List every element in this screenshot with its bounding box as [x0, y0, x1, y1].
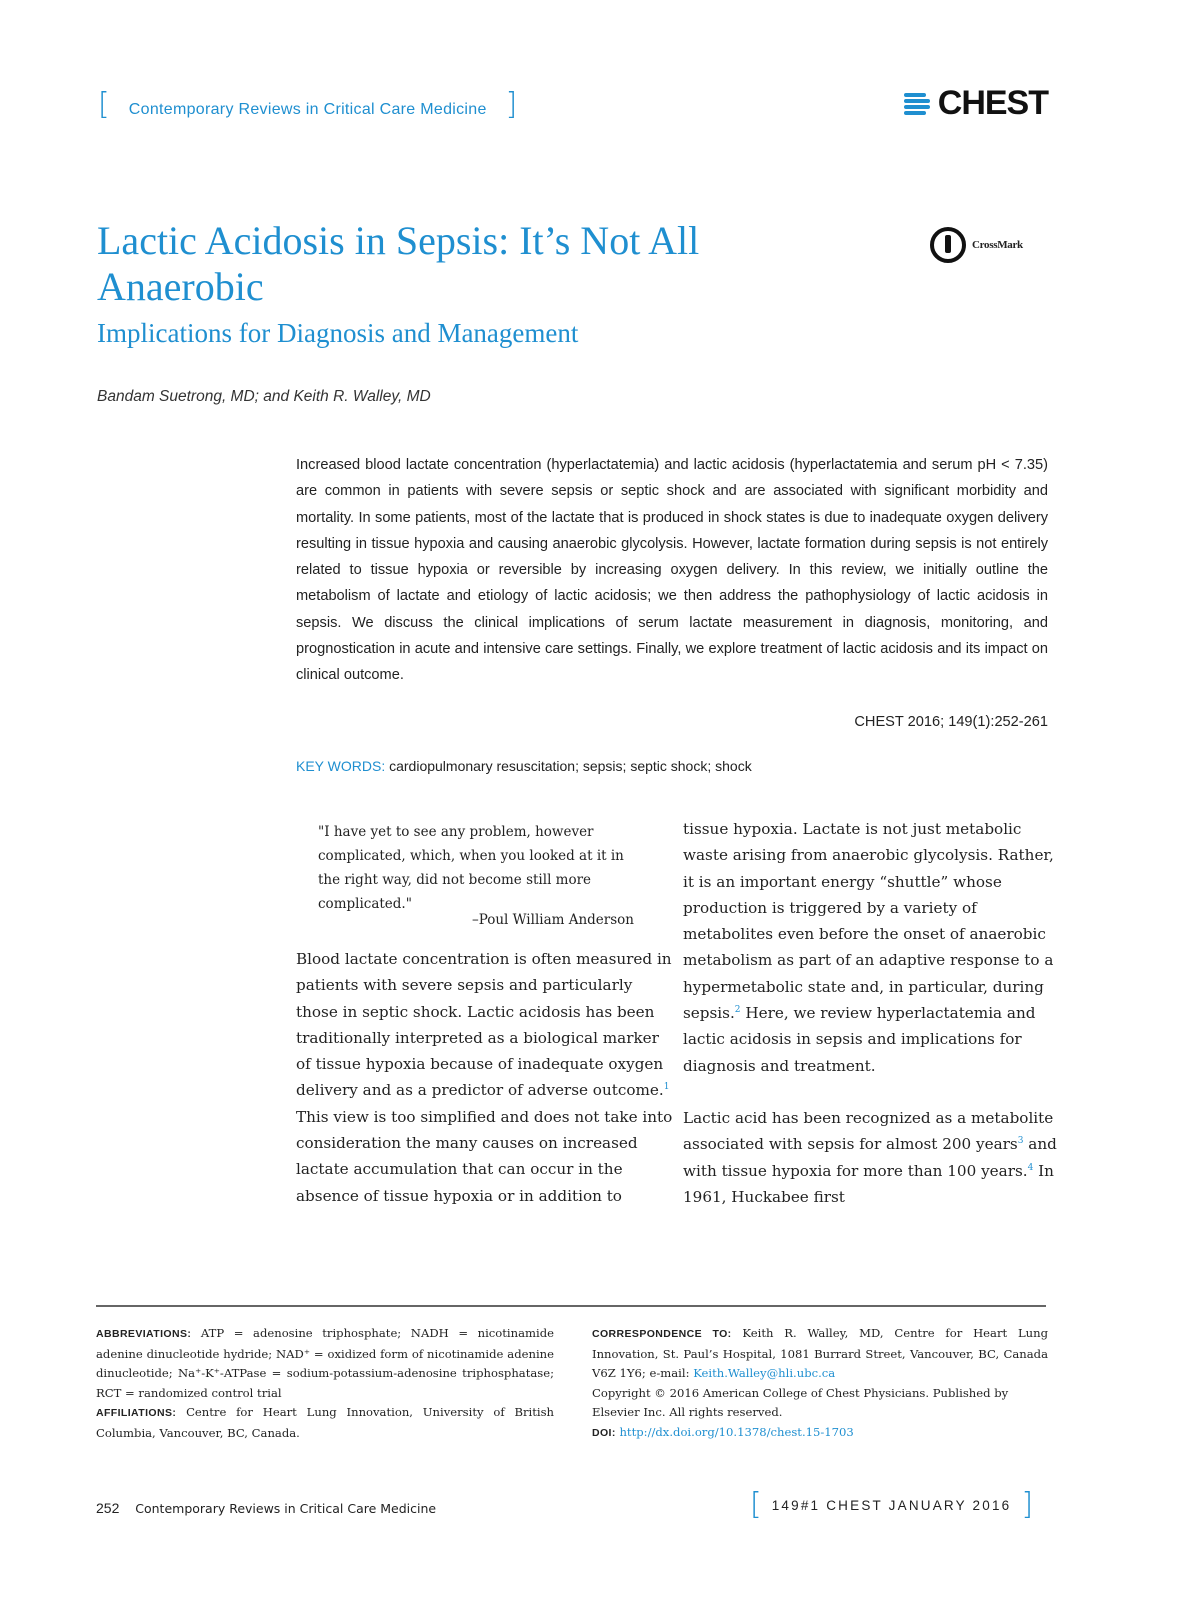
reference-link[interactable]: 2	[734, 1005, 741, 1016]
article-title: Lactic Acidosis in Sepsis: It’s Not All Anaerobic	[97, 218, 700, 309]
article-authors: Bandam Suetrong, MD; and Keith R. Walley, MD	[97, 388, 431, 405]
reference-link[interactable]: 4	[1027, 1162, 1034, 1173]
footnote-divider	[96, 1305, 1046, 1307]
footnotes-left	[96, 1324, 554, 1444]
copyright: Copyright © 2016 American College of Chest Physicians. Published by Elsevier Inc. All rights reserved.	[592, 1385, 1009, 1420]
issue-label: 149#1 CHEST JANUARY 2016	[771, 1497, 1012, 1513]
correspondence-text: Keith R. Walley, MD, Centre for Heart Lung Innovation, St. Paul’s Hospital, 1081 Burrard Street, Vancouver, BC, Canada V6Z 1Y6; e-mail:	[592, 1326, 1049, 1381]
keywords-text: cardiopulmonary resuscitation; sepsis; septic shock; shock	[389, 758, 752, 774]
abbreviations-text: ATP = adenosine triphosphate; NADH = nicotinamide adenine dinucleotide hydride; NAD⁺ = oxidized form of nicotinamide adenine dinucleotide; Na⁺-K⁺-ATPase = sodium-potassium-adenosine triphosphatase; RCT = randomized control trial	[96, 1326, 555, 1400]
crossmark-icon	[930, 227, 966, 263]
left-bracket: [	[98, 87, 111, 122]
email-link[interactable]: Keith.Walley@hli.ubc.ca	[693, 1366, 836, 1381]
article-subtitle: Implications for Diagnosis and Management	[97, 318, 579, 348]
page-number: 252	[96, 1500, 120, 1516]
body-column-left	[296, 946, 676, 1209]
crossmark-badge[interactable]	[930, 227, 1023, 263]
affiliations	[96, 1403, 554, 1443]
abbreviations	[96, 1324, 554, 1403]
section-header	[98, 87, 518, 122]
affiliations-text: Centre for Heart Lung Innovation, University of British Columbia, Vancouver, BC, Canada.	[96, 1405, 554, 1440]
keywords	[296, 758, 752, 774]
footnotes-right	[592, 1324, 1048, 1444]
keywords-label: KEY WORDS:	[296, 758, 386, 774]
left-bracket: [	[750, 1487, 762, 1522]
affiliations-label: AFFILIATIONS:	[96, 1407, 177, 1420]
crossmark-label: CrossMark	[972, 239, 1023, 251]
epigraph-quote: "I have yet to see any problem, however complicated, which, when you looked at it in the right way, did not become still more complicated."	[318, 824, 624, 912]
reference-link[interactable]: 1	[663, 1082, 670, 1093]
right-bracket: ]	[1021, 1487, 1034, 1522]
chest-logo-icon	[904, 89, 934, 119]
abstract: Increased blood lactate concentration (hyperlactatemia) and lactic acidosis (hyperlactatemia and serum pH < 7.35) are common in patients with severe sepsis or septic shock and are associated with significant morbidity and mortality. In some patients, most of the lactate that is produced in shock states is due to inadequate oxygen delivery resulting in tissue hypoxia and causing anaerobic glycolysis. However, lactate formation during sepsis is not entirely related to tissue hypoxia or reversible by increasing oxygen delivery. In this review, we initially outline the metabolism of lactate and etiology of lactic acidosis; we then address the pathophysiology of lactic acidosis in sepsis. We discuss the clinical implications of serum lactate measurement in diagnosis, monitoring, and prognostication in acute and intensive care settings. Finally, we explore treatment of lactic acidosis and its impact on clinical outcome.	[296, 457, 1048, 684]
page-footer-right	[750, 1487, 1034, 1522]
body-paragraph: Blood lactate concentration is often measured in patients with severe sepsis and particularly those in septic shock. Lactic acidosis has been traditionally interpreted as a biological marker of tissue hypoxia because of inadequate oxygen delivery and as a predictor of adverse outcome.$^1$ This view is too simplified and does not take into consideration the many causes on increased lactate accumulation that can occur in the absence of tissue hypoxia or in addition to	[296, 950, 673, 1205]
abbreviations-label: ABBREVIATIONS:	[96, 1328, 192, 1340]
correspondence	[592, 1324, 1048, 1384]
epigraph-attribution: –Poul William Anderson	[471, 912, 634, 928]
chest-logo-text: CHEST	[937, 84, 1048, 122]
body-column-right	[683, 816, 1063, 1210]
body-paragraph: tissue hypoxia. Lactate is not just metabolic waste arising from anaerobic glycolysis. Rather, it is an important energy “shuttle” whose production is triggered by a variety of metabolites even before the onset of anaerobic metabolism as part of an adaptive response to a hypermetabolic state and, in particular, during sepsis.$^2$ Here, we review hyperlactatemia and lactic acidosis in sepsis and implications for diagnosis and treatment.	[683, 820, 1054, 1075]
chest-logo[interactable]	[904, 84, 1048, 123]
doi-label: DOI:	[592, 1426, 616, 1439]
page-footer-left	[96, 1500, 436, 1516]
correspondence-label: CORRESPONDENCE TO:	[592, 1328, 732, 1340]
section-header-text: Contemporary Reviews in Critical Care Medicine	[128, 101, 487, 118]
doi	[592, 1423, 1048, 1444]
reference-link[interactable]: 3	[1017, 1136, 1024, 1147]
body-paragraph: Lactic acid has been recognized as a metabolite associated with sepsis for almost 200 years$^3$ and with tissue hypoxia for more than 100 years.$^4$ In 1961, Huckabee first	[683, 1108, 1057, 1206]
footer-section-name: Contemporary Reviews in Critical Care Medicine	[135, 1501, 437, 1516]
citation: CHEST 2016; 149(1):252-261	[854, 714, 1048, 730]
right-bracket: ]	[505, 87, 518, 122]
doi-link[interactable]: http://dx.doi.org/10.1378/chest.15-1703	[619, 1424, 854, 1439]
